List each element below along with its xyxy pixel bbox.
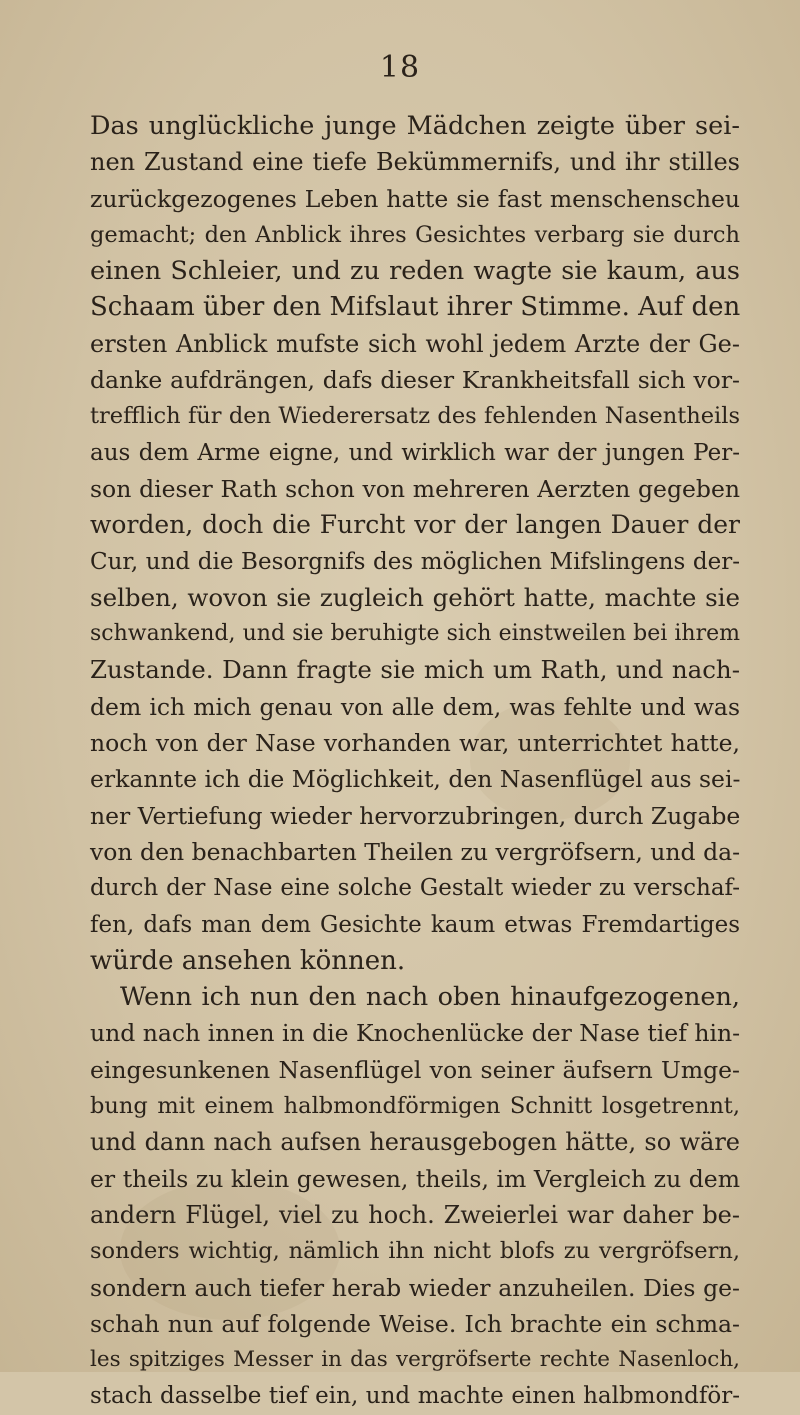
text-line: schwankend, und sie beruhigte sich einstweilen bei ihrem xyxy=(90,621,740,647)
text-line: dem ich mich genau von alle dem, was fehlte und was xyxy=(90,692,740,721)
text-line: bung mit einem halbmondförmigen Schnitt losgetrennt, xyxy=(90,1093,740,1120)
text-line: ner Vertiefung wieder hervorzubringen, durch Zugabe xyxy=(90,801,741,830)
text-line: sonders wichtig, nämlich ihn nicht blofs zu vergröfsern, xyxy=(90,1238,740,1265)
text-line: noch von der Nase vorhanden war, unterrichtet hatte, xyxy=(90,729,740,758)
body-text xyxy=(90,108,740,1415)
text-line: erkannte ich die Möglichkeit, den Nasenflügel aus sei- xyxy=(90,765,741,794)
text-line: nen Zustand eine tiefe Bekümmernifs, und ihr stilles xyxy=(90,148,740,177)
text-line: sondern auch tiefer herab wieder anzuheilen. Dies ge- xyxy=(90,1273,740,1302)
text-line: schah nun auf folgende Weise. Ich brachte ein schma- xyxy=(90,1309,740,1338)
text-line: und nach innen in die Knochenlücke der Nase tief hin- xyxy=(90,1019,741,1048)
text-line: danke aufdrängen, dafs dieser Krankheitsfall sich vor- xyxy=(90,366,740,395)
text-line: eingesunkenen Nasenflügel von seiner äufsern Umge- xyxy=(90,1055,740,1084)
text-line: Cur, und die Besorgnifs des möglichen Mifslingens der- xyxy=(90,548,740,575)
text-line: Schaam über den Mifslaut ihrer Stimme. Auf den xyxy=(90,292,741,323)
text-line: Das unglückliche junge Mädchen zeigte über sei- xyxy=(90,111,740,141)
text-line: und dann nach aufsen herausgebogen hätte, so wäre xyxy=(90,1128,740,1157)
text-line: fen, dafs man dem Gesichte kaum etwas Fremdartiges xyxy=(90,911,740,938)
text-line: er theils zu klein gewesen, theils, im Vergleich zu dem xyxy=(90,1164,740,1193)
text-line: andern Flügel, viel zu hoch. Zweierlei war daher be- xyxy=(90,1200,740,1229)
text-line: aus dem Arme eigne, und wirklich war der jungen Per- xyxy=(90,439,740,466)
text-line: les spitziges Messer in das vergröfserte rechte Nasenloch, xyxy=(90,1347,740,1373)
page-number: 18 xyxy=(379,50,421,85)
text-line: trefflich für den Wiederersatz des fehlenden Nasentheils xyxy=(90,403,740,430)
text-line: von den benachbarten Theilen zu vergröfsern, und da- xyxy=(90,837,741,866)
text-line: selben, wovon sie zugleich gehört hatte, machte sie xyxy=(90,582,740,612)
text-line: Zustande. Dann fragte sie mich um Rath, und nach- xyxy=(90,655,740,685)
text-line: ersten Anblick mufste sich wohl jedem Arzte der Ge- xyxy=(90,329,740,358)
text-line: gemacht; den Anblick ihres Gesichtes verbarg sie durch xyxy=(90,221,740,248)
text-line: son dieser Rath schon von mehreren Aerzten gegeben xyxy=(90,474,740,503)
text-line: stach dasselbe tief ein, und machte einen halbmondför- xyxy=(90,1383,740,1410)
text-line: durch der Nase eine solche Gestalt wieder zu verschaf- xyxy=(90,875,740,902)
text-line: einen Schleier, und zu reden wagte sie kaum, aus xyxy=(90,256,740,287)
text-line: zurückgezogenes Leben hatte sie fast menschenscheu xyxy=(90,184,740,213)
text-line: worden, doch die Furcht vor der langen Dauer der xyxy=(90,510,740,540)
text-line: Wenn ich nun den nach oben hinaufgezogenen, xyxy=(120,982,740,1013)
text-line: würde ansehen können. xyxy=(90,945,406,976)
